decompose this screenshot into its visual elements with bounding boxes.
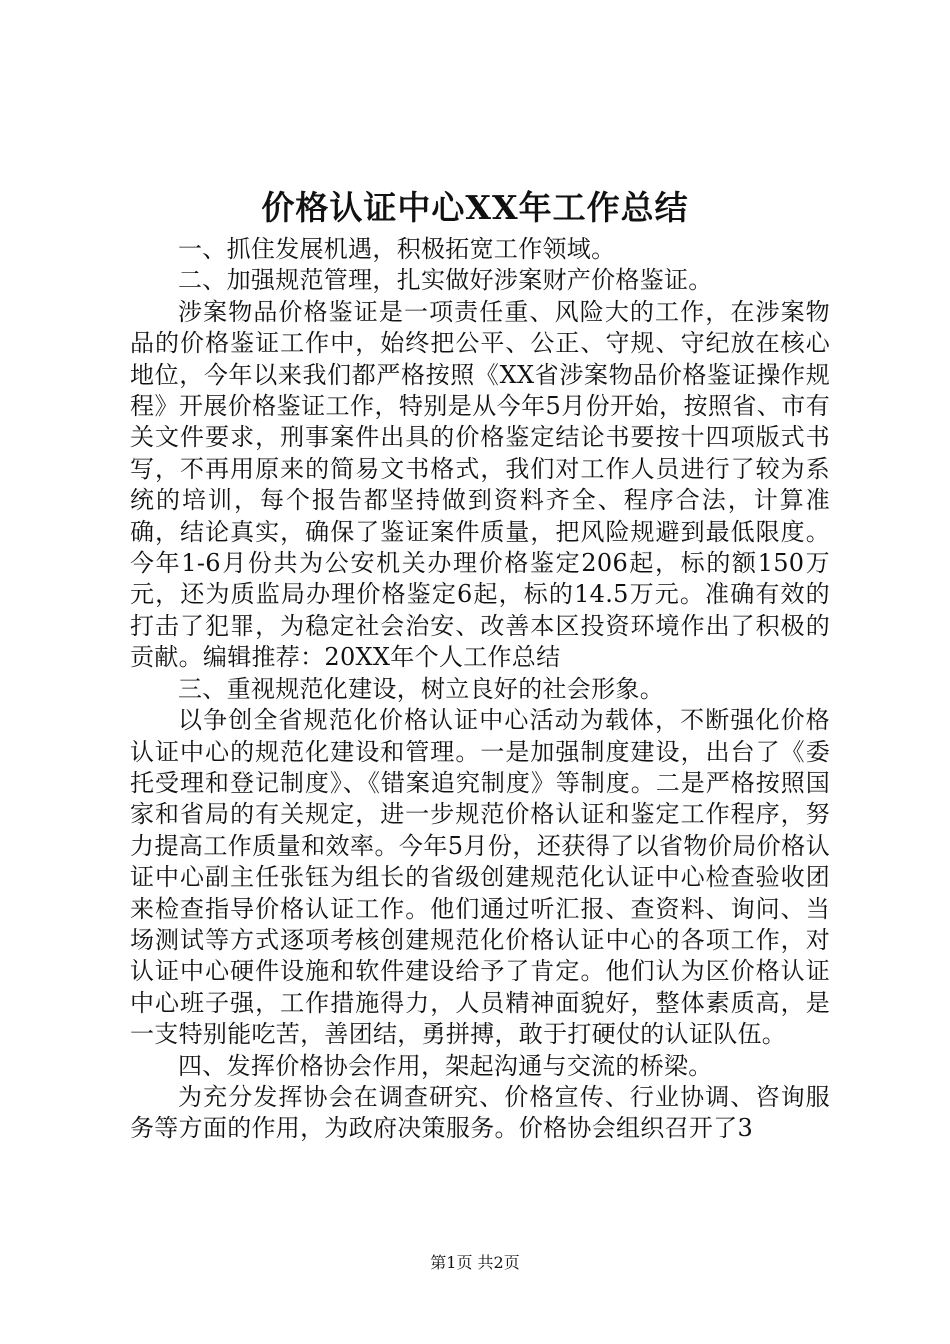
- section-heading-4: 四、发挥价格协会作用，架起沟通与交流的桥梁。: [178, 1051, 713, 1080]
- section-heading-1: 一、抓住发展机遇，积极拓宽工作领域。: [178, 235, 616, 263]
- body-paragraph: 涉案物品价格鉴证是一项责任重、风险大的工作，在涉案物品的价格鉴证工作中，始终把公平、公正、守规、守纪放在核心地位，今年以来我们都严格按照《XX省涉案物品价格鉴证操作规程》开展价格鉴证工作，特别是从今年5月份开始，按照省、市有关文件要求，刑事案件出具的价格鉴定结论书要按十四项版式书写，不再用原来的简易文书格式，我们对工作人员进行了较为系统的培训，每个报告都坚持做到资料齐全、程序合法，计算准确，结论真实，确保了鉴证案件质量，把风险规避到最低限度。今年1-6月份共为公安机关办理价格鉴定206起，标的额150万元，还为质监局办理价格鉴定6起，标的14.5万元。准确有效的打击了犯罪，为稳定社会治安、改善本区投资环境作出了积极的贡献。编辑推荐：20XX年个人工作总结: [130, 297, 830, 672]
- body-paragraph: 为充分发挥协会在调查研究、价格宣传、行业协调、咨询服务等方面的作用，为政府决策服务。价格协会组织召开了3: [130, 1082, 830, 1143]
- page-footer: 第1页 共2页: [430, 1253, 520, 1272]
- document-body: [130, 234, 830, 1145]
- section-heading-2: 二、加强规范管理，扎实做好涉案财产价格鉴证。: [178, 266, 713, 295]
- section-heading-3: 三、重视规范化建设，树立良好的社会形象。: [178, 674, 664, 703]
- body-paragraph: 以争创全省规范化价格认证中心活动为载体，不断强化价格认证中心的规范化建设和管理。一是加强制度建设，出台了《委托受理和登记制度》、《错案追究制度》等制度。二是严格按照国家和省局的有关规定，进一步规范价格认证和鉴定工作程序，努力提高工作质量和效率。今年5月份，还获得了以省物价局价格认证中心副主任张钰为组长的省级创建规范化认证中心检查验收团来检查指导价格认证工作。他们通过听汇报、查资料、询问、当场测试等方式逐项考核创建规范化价格认证中心的各项工作，对认证中心硬件设施和软件建设给予了肯定。他们认为区价格认证中心班子强，工作措施得力，人员精神面貌好，整体素质高，是一支特别能吃苦，善团结，勇拼搏，敢于打硬仗的认证队伍。: [130, 706, 830, 1049]
- document-title: 价格认证中心XX年工作总结: [261, 188, 689, 227]
